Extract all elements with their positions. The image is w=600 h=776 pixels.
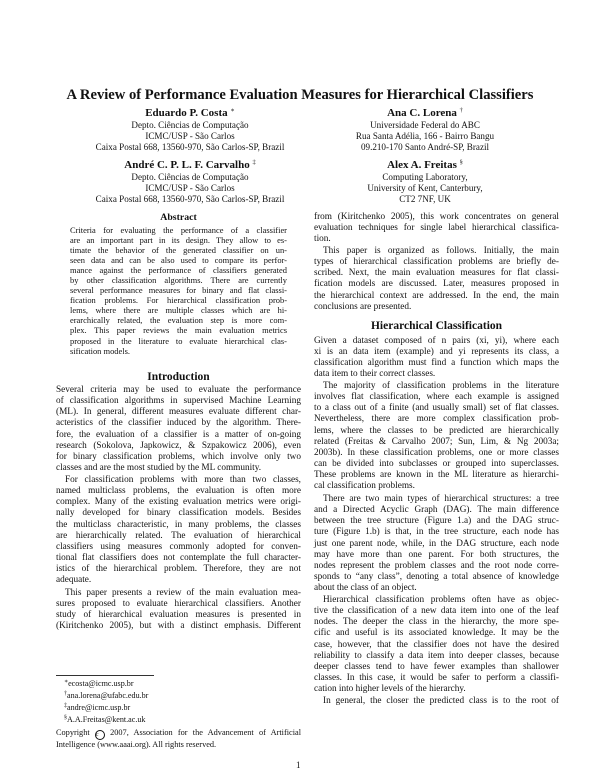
author-affiliation: Rua Santa Adélia, 166 - Bairro Bangu bbox=[355, 131, 495, 142]
author-footnote-mark: † bbox=[459, 107, 463, 114]
introduction-paragraph bbox=[56, 385, 301, 474]
abstract-line: plex. This paper reviews the main evaluation metrics bbox=[70, 325, 287, 336]
author-affiliation: Caixa Postal 668, 13560-970, São Carlos-SP, Brazil bbox=[95, 194, 285, 205]
body-line: between the tree structure (Figure 1.a) and the DAG struc- bbox=[314, 516, 559, 527]
author-affiliation: 09.210-170 Santo André-SP, Brazil bbox=[360, 142, 490, 153]
body-line: fore, the evaluation of a classifier is a matter of on-going bbox=[56, 429, 301, 440]
author-affiliation: Depto. Ciências de Computação bbox=[131, 120, 249, 130]
body-line: reliability to classify a data item into deeper classes, because bbox=[314, 650, 559, 661]
body-line: complex. Many of the existing evaluation metrics were origi- bbox=[56, 497, 301, 508]
body-line: the multiclass characteristic, in many problems, the classes bbox=[56, 519, 301, 530]
author-footnote-mark: ‡ bbox=[252, 159, 256, 166]
abstract-line: seen data and can be also used to compare its perfor- bbox=[70, 255, 287, 266]
body-line: adequate. bbox=[56, 575, 92, 586]
body-line: classification algorithm must find a function which maps the bbox=[314, 358, 559, 369]
hierarchical-classification-heading: Hierarchical Classification bbox=[370, 320, 503, 332]
body-line: the hierarchical context are addressed. In the end, the main bbox=[314, 290, 559, 301]
abstract-line: Criteria for evaluating the performance of a classifier bbox=[70, 225, 287, 235]
body-line: tive the classification of a new data item into one of the leaf bbox=[314, 606, 559, 617]
footnote: †ana.lorena@ufabc.edu.br bbox=[64, 691, 149, 701]
body-line: cific and useful is its associated knowledge. It may be the bbox=[314, 628, 559, 639]
body-line: of classification algorithms in supervised Machine Learning bbox=[56, 396, 301, 407]
body-line: deeper classes tend to have fewer examples than shallower bbox=[314, 661, 559, 672]
body-line: (ML). In general, different measures evaluate different char- bbox=[56, 407, 301, 418]
body-line: These problems are known in the ML literature as hierarchi- bbox=[314, 470, 559, 481]
body-line: acteristics of the classifier induced by the algorithm. There- bbox=[56, 418, 301, 429]
body-line: Given a dataset composed of n pairs (xi, yi), where each bbox=[314, 336, 559, 346]
introduction-paragraph bbox=[56, 588, 301, 633]
body-line: cation into higher levels of the hierarchy. bbox=[314, 684, 466, 695]
body-line: conclusions are presented. bbox=[314, 301, 412, 312]
body-paragraph bbox=[314, 246, 559, 313]
body-line: Several criteria may be used to evaluate the performance bbox=[56, 385, 301, 395]
author-block-costa bbox=[85, 104, 295, 153]
body-line: lems, where the classes to be predicted are hierarchically bbox=[314, 425, 559, 436]
abstract-line: lems, where there are multiple classes which are hi- bbox=[70, 305, 287, 316]
paper-title: A Review of Performance Evaluation Measures for Hierarchical Classifiers bbox=[66, 87, 534, 103]
author-name: Ana C. Lorena bbox=[387, 107, 457, 119]
body-line: classes. In this case, it would be safer to perform a classifi- bbox=[314, 673, 559, 684]
body-paragraph bbox=[314, 696, 559, 707]
body-line: istics of the hierarchical problem. Therefore, they are not bbox=[56, 564, 301, 575]
body-line: evaluation techniques for single label hierarchical classifica- bbox=[314, 223, 559, 234]
body-paragraph bbox=[314, 212, 559, 245]
body-line: (Kiritchenko 2005), but with a distinct emphasis. Different bbox=[56, 621, 301, 632]
footnote: §A.A.Freitas@kent.ac.uk bbox=[64, 715, 146, 725]
body-paragraph bbox=[314, 336, 559, 381]
body-paragraph bbox=[314, 595, 559, 695]
body-line: This paper is organized as follows. Initially, the main bbox=[323, 246, 559, 256]
body-line: and a Directed Acyclic Graph (DAG). The main difference bbox=[314, 505, 559, 516]
author-footnote-mark: § bbox=[459, 159, 463, 166]
author-block-freitas bbox=[320, 156, 530, 205]
body-line: research (Sokolova, Japkowicz, & Szpakowicz 2006), even bbox=[56, 440, 301, 451]
abstract-line: fication problems. For hierarchical classification prob- bbox=[70, 295, 287, 306]
author-affiliation: ICMC/USP - São Carlos bbox=[145, 183, 235, 194]
footnote: ‡andre@icmc.usp.br bbox=[64, 703, 131, 713]
author-affiliation: CT2 7NF, UK bbox=[399, 194, 451, 205]
body-line: Hierarchical classification problems often have as objec- bbox=[323, 595, 559, 605]
body-line: nodes represent the problem classes and the root node corre- bbox=[314, 560, 559, 571]
body-line: to a class out of a finite (and usually small) set of flat classes. bbox=[314, 403, 559, 414]
body-line: sures proposed to evaluate hierarchical classifiers. Another bbox=[56, 599, 301, 610]
body-line: tional flat classifiers does not contemplate the full character- bbox=[56, 553, 301, 564]
abstract-body bbox=[70, 225, 287, 356]
author-affiliation: Depto. Ciências de Computação bbox=[131, 172, 249, 182]
author-affiliation: University of Kent, Canterbury, bbox=[367, 183, 483, 194]
footnote: ∗ecosta@icmc.usp.br bbox=[64, 679, 134, 688]
body-line: For classification problems with more than two classes, bbox=[65, 475, 301, 485]
abstract-line: are an important part in its design. They allow to es- bbox=[70, 235, 287, 246]
body-line: sponds to “any class”, denoting a total absence of knowledge bbox=[314, 572, 559, 583]
abstract-line: several performance measures for binary and flat classi- bbox=[70, 285, 287, 296]
body-line: classifiers using measures commonly adopted for conven- bbox=[56, 541, 301, 552]
introduction-heading: Introduction bbox=[147, 371, 210, 383]
author-affiliation: ICMC/USP - São Carlos bbox=[145, 131, 235, 142]
abstract-line: sification models. bbox=[70, 345, 130, 356]
body-line: can be divided into subclasses or grouped into superclasses. bbox=[314, 459, 559, 470]
body-line: This paper presents a review of the main evaluation mea- bbox=[65, 588, 301, 598]
copyright-icon: c bbox=[95, 730, 105, 740]
author-name: André C. P. L. F. Carvalho bbox=[124, 159, 250, 171]
body-line: nally developed for binary classification models. Besides bbox=[56, 508, 301, 519]
author-name: Eduardo P. Costa bbox=[145, 107, 228, 119]
body-line: nodes. The deeper the class in the hierarchy, the more spe- bbox=[314, 617, 559, 628]
footnotes bbox=[56, 677, 301, 725]
author-affiliation: Caixa Postal 668, 13560-970, São Carlos-SP, Brazil bbox=[95, 142, 285, 153]
author-affiliation: Computing Laboratory, bbox=[382, 172, 468, 182]
body-line: from (Kiritchenko 2005), this work concentrates on general bbox=[314, 212, 559, 222]
abstract-line: mance against the performance of classifiers generated bbox=[70, 265, 287, 276]
body-line: xi is an data item (example) and yi represents its class, a bbox=[314, 347, 559, 358]
abstract-heading: Abstract bbox=[160, 212, 197, 223]
body-line: related (Freitas & Carvalho 2007; Sun, Lim, & Ng 2003a; bbox=[314, 436, 559, 447]
body-line: study of hierarchical evaluation measures is presented in bbox=[56, 610, 301, 621]
abstract-line: erarchically related, the evaluation step is more com- bbox=[70, 315, 287, 326]
body-line: are hierarchically related. The evaluation of hierarchical bbox=[56, 530, 301, 541]
body-line: just one parent node, while, in the DAG structure, each node bbox=[314, 538, 559, 549]
body-line: cal classification problems. bbox=[314, 481, 415, 492]
body-line: ture (Figure 1.b) is that, in the tree structure, each node has bbox=[314, 527, 559, 538]
body-line: Nevertheless, there are more complex classification prob- bbox=[314, 414, 559, 425]
body-line: fication models are discussed. Later, measures proposed in bbox=[314, 279, 559, 290]
body-paragraph bbox=[314, 494, 559, 594]
abstract-line: by other classification algorithms. There are currently bbox=[70, 275, 287, 286]
body-line: types of hierarchical classification problems are briefly de- bbox=[314, 257, 559, 268]
author-footnote-mark: ∗ bbox=[230, 107, 235, 114]
body-line: There are two main types of hierarchical structures: a tree bbox=[323, 494, 559, 504]
copyright-notice: Copyright c 2007, Association for the Advancement of Artificial Intelligence (www.aaai.org). All rights reserved. bbox=[56, 728, 302, 749]
body-line: named multiclass problems, the evaluation is often more bbox=[56, 486, 301, 497]
page-number: 1 bbox=[296, 760, 301, 770]
author-block-carvalho bbox=[85, 156, 295, 205]
body-line: In general, the closer the predicted class is to the root of bbox=[323, 696, 559, 706]
introduction-paragraph bbox=[56, 475, 301, 587]
author-affiliation: Universidade Federal do ABC bbox=[370, 120, 480, 130]
footnote-rule bbox=[56, 675, 154, 676]
body-line: The majority of classification problems in the literature bbox=[323, 381, 559, 391]
author-name: Alex A. Freitas bbox=[387, 159, 457, 171]
body-line: data item to their correct classes. bbox=[314, 369, 436, 380]
body-paragraph bbox=[314, 381, 559, 493]
body-line: tion. bbox=[314, 234, 331, 245]
body-line: may have more than one parent. For both structures, the bbox=[314, 549, 559, 560]
body-line: 2003b). In these classification problems, one or more classes bbox=[314, 447, 559, 458]
author-block-lorena bbox=[320, 104, 530, 153]
body-line: scribed. Next, the main evaluation measures for flat classi- bbox=[314, 268, 559, 279]
body-line: about the class of an object. bbox=[314, 583, 417, 594]
abstract-line: proposed in the literature to evaluate hierarchical clas- bbox=[70, 335, 287, 346]
body-line: involves flat classification, where each example is assigned bbox=[314, 392, 559, 403]
abstract-line: timate the behavior of the generated classifier on un- bbox=[70, 245, 287, 256]
body-line: case, however, that the classifier does not have the desired bbox=[314, 639, 559, 650]
body-line: classes and are the most studied by the ML community. bbox=[56, 463, 262, 474]
body-line: for binary classification problems, which involve only two bbox=[56, 451, 301, 462]
